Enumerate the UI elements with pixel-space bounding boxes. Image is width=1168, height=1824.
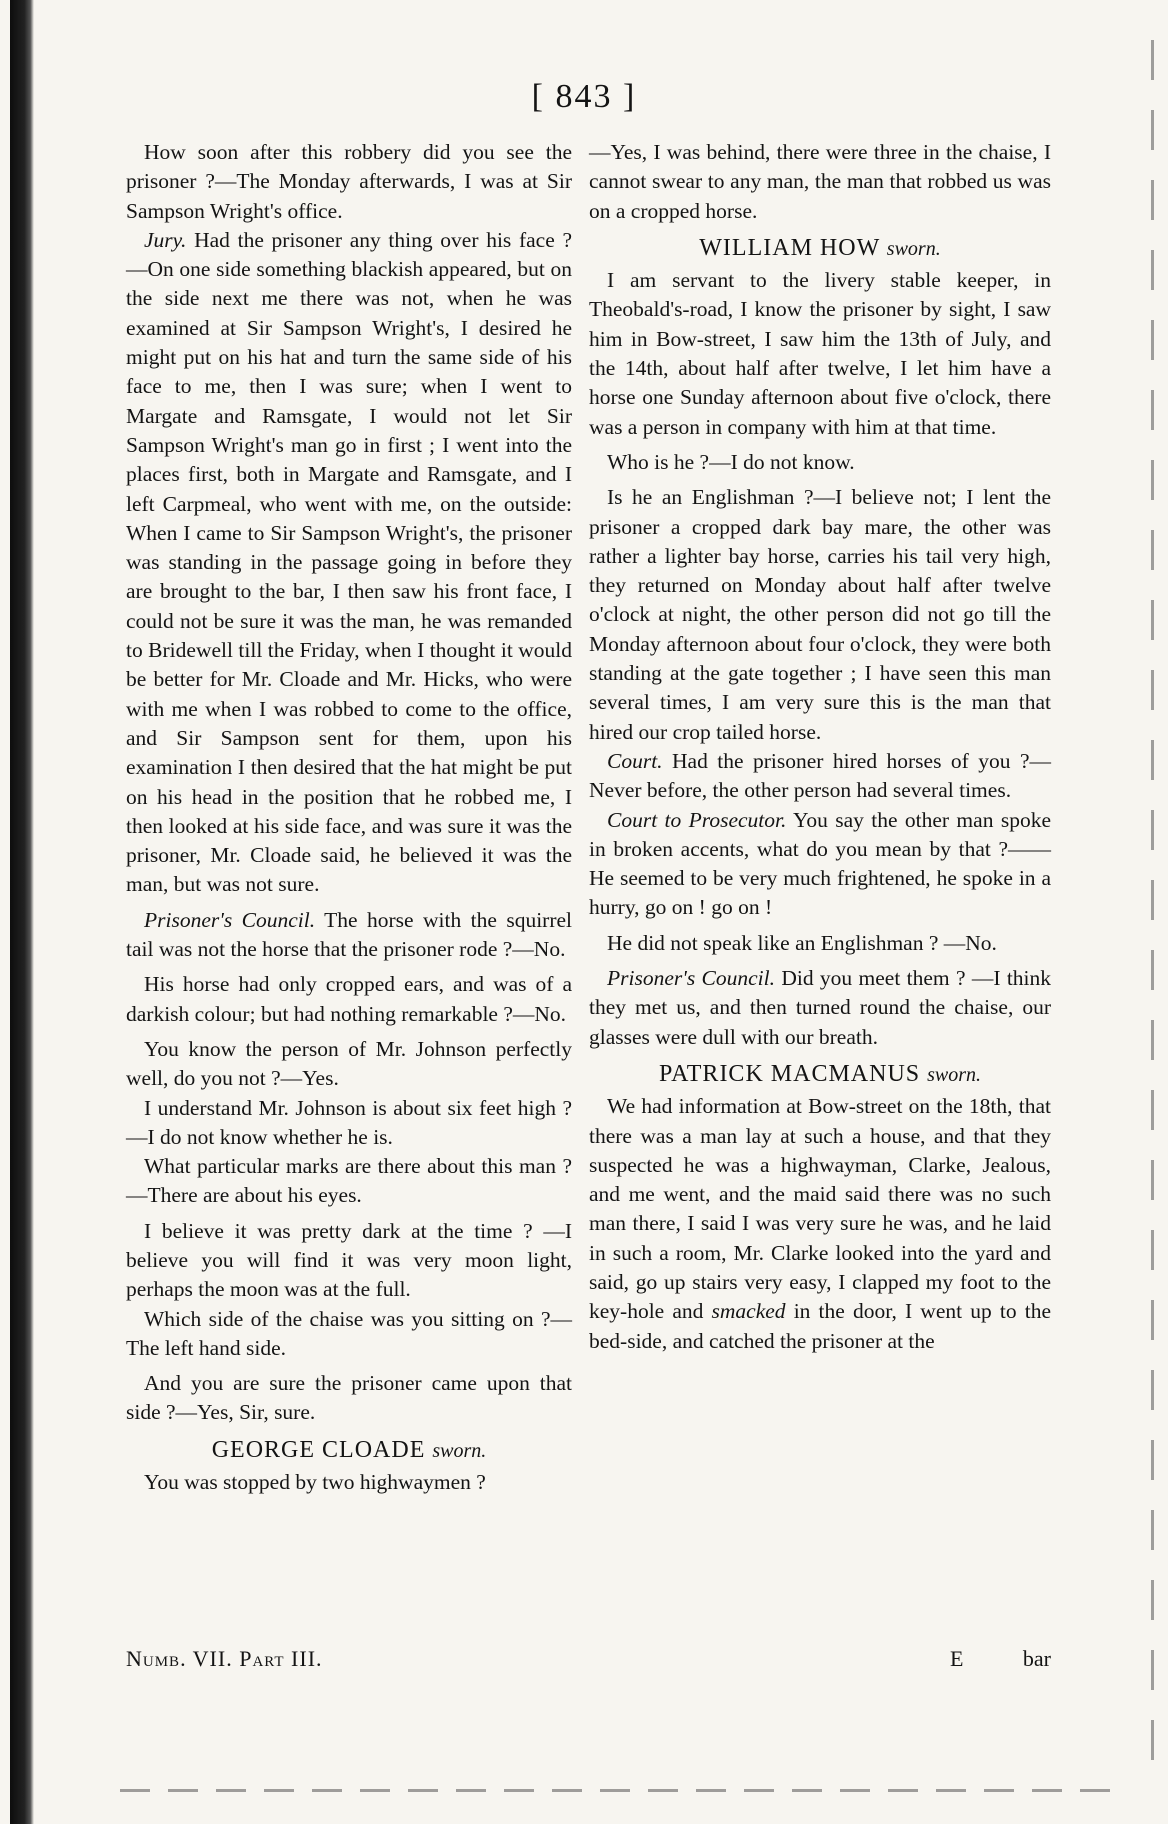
witness-heading <box>589 234 1051 264</box>
paragraph: His horse had only cropped ears, and was of a darkish colour; but had nothing remarkable ?—No. <box>126 972 572 1026</box>
binding-shadow <box>10 0 34 1824</box>
paragraph-text: Did you meet them ? —I think they met us, and then turned round the chaise, our glasses were dull with our breath. <box>589 966 1052 1049</box>
paragraph: Is he an Englishman ?—I believe not; I lent the prisoner a cropped dark bay mare, the other was rather a lighter bay horse, carries his tail very high, they returned on Monday about half after twelve o'clock at night, the other person did not go till the Monday afternoon about four o'clock, they were both standing at the gate together ; I have seen this man several times, I am very sure this is the man that hired our crop tailed horse. <box>589 485 1051 744</box>
paragraph: I believe it was pretty dark at the time ? —I believe you will find it was very moon light, perhaps the moon was at the full. <box>126 1218 572 1302</box>
witness-heading <box>126 1436 572 1466</box>
issue-number: Numb. VII. Part III. <box>126 1646 323 1671</box>
paragraph: Which side of the chaise was you sitting on ?—The left hand side. <box>126 1306 572 1360</box>
sworn-label: sworn. <box>886 237 941 260</box>
paragraph: He did not speak like an Englishman ? —No. <box>607 930 997 955</box>
paragraph: What particular marks are there about this man ?—There are about his eyes. <box>126 1154 572 1208</box>
bottom-edge-marks <box>120 1789 1128 1792</box>
witness-name: PATRICK MACMANUS <box>658 1060 921 1087</box>
paragraph <box>589 964 1051 1052</box>
paragraph-text: We had information at Bow-street on the 18th, that there was a man lay at such a house, and that they suspected he was a highwayman, Clarke, Jealous, and me went, and the maid said there was no such man there, I said I was very sure he was, and he laid in such a room, Mr. Clarke looked into the yard and said, go up stairs very easy, I clapped my foot to the key-hole and <box>589 1094 1051 1324</box>
paragraph-text: Had the prisoner hired horses of you ?—Never before, the other person had several times. <box>589 748 1051 803</box>
speaker-label: Prisoner's Council. <box>607 966 776 991</box>
paragraph-text: Had the prisoner any thing over his face ?—On one side something blackish appeared, but on the side next me there was not, when he was examined at Sir Sampson Wright's, I desired he might put on his hat and turn the same side of his face to me, then I was sure; when I went to Margate and Ramsgate, I would not let Sir Sampson Wright's man go in first ; I went into the places first, both in Margate and Ramsgate, and I left Carpmeal, who went with me, on the outside: When I came to Sir Sampson Wright's, the prisoner was standing in the passage going in before they are brought to the bar, I then saw his front face, I could not be sure it was the man, he was remanded to Bridewell till the Friday, when I thought it would be better for Mr. Cloade and Mr. Hicks, who were with me when I was robbed to come to the office, and Sir Sampson sent for them, upon his examination I then desired that the hat might be put on his head in the position that he robbed me, I then looked at his side face, and was sure it was the prisoner, Mr. Cloade said, he believed it was the man, but was not sure. <box>126 227 572 897</box>
italic-word: smacked <box>711 1299 786 1324</box>
left-column <box>126 138 572 1497</box>
paragraph: I am servant to the livery stable keeper, in Theobald's-road, I know the prisoner by sight, I saw him in Bow-street, I saw him the 13th of July, and the 14th, about half after twelve, I let him have a horse one Sunday afternoon about five o'clock, there was a person in company with him at that time. <box>589 268 1051 439</box>
signature-mark: E <box>950 1646 964 1671</box>
paragraph-text: You say the other man spoke in broken accents, what do you mean by that ?——He seemed to be very much frightened, he spoke in a hurry, go on ! go on ! <box>589 807 1051 920</box>
paragraph <box>126 226 572 900</box>
speaker-label: Court. <box>607 748 663 773</box>
paragraph: How soon after this robbery did you see the prisoner ?—The Monday afterwards, I was at Sir Sampson Wright's office. <box>126 140 572 223</box>
page-footer <box>126 1646 1051 1680</box>
paragraph <box>589 806 1051 923</box>
page-edge-marks <box>1151 40 1154 1760</box>
paragraph <box>126 906 572 965</box>
paragraph <box>589 1092 1051 1356</box>
page-number: [ 843 ] <box>531 78 637 115</box>
sworn-label: sworn. <box>927 1063 982 1086</box>
speaker-label: Prisoner's Council. <box>144 907 316 932</box>
speaker-label: Court to Prosecutor. <box>607 807 787 832</box>
paragraph <box>589 747 1051 806</box>
paragraph: —Yes, I was behind, there were three in the chaise, I cannot swear to any man, the man that robbed us was on a cropped horse. <box>589 140 1051 223</box>
paragraph: And you are sure the prisoner came upon that side ?—Yes, Sir, sure. <box>126 1371 572 1425</box>
witness-name: GEORGE CLOADE <box>211 1436 426 1463</box>
speaker-label: Jury. <box>144 227 187 252</box>
paragraph-text: in the door, I went up to the bed-side, and catched the prisoner at the <box>589 1299 1051 1353</box>
catchword: bar <box>1022 1646 1051 1671</box>
paragraph: You know the person of Mr. Johnson perfectly well, do you not ?—Yes. <box>126 1036 572 1091</box>
witness-heading <box>589 1060 1051 1090</box>
paragraph: Who is he ?—I do not know. <box>607 449 855 474</box>
paragraph: You was stopped by two highwaymen ? <box>144 1470 486 1495</box>
paragraph: I understand Mr. Johnson is about six feet high ?—I do not know whether he is. <box>126 1095 572 1149</box>
witness-name: WILLIAM HOW <box>699 234 880 261</box>
paragraph-text: The horse with the squirrel tail was not the horse that the prisoner rode ?—No. <box>126 907 573 962</box>
sworn-label: sworn. <box>432 1439 487 1462</box>
right-column <box>589 138 1051 1356</box>
